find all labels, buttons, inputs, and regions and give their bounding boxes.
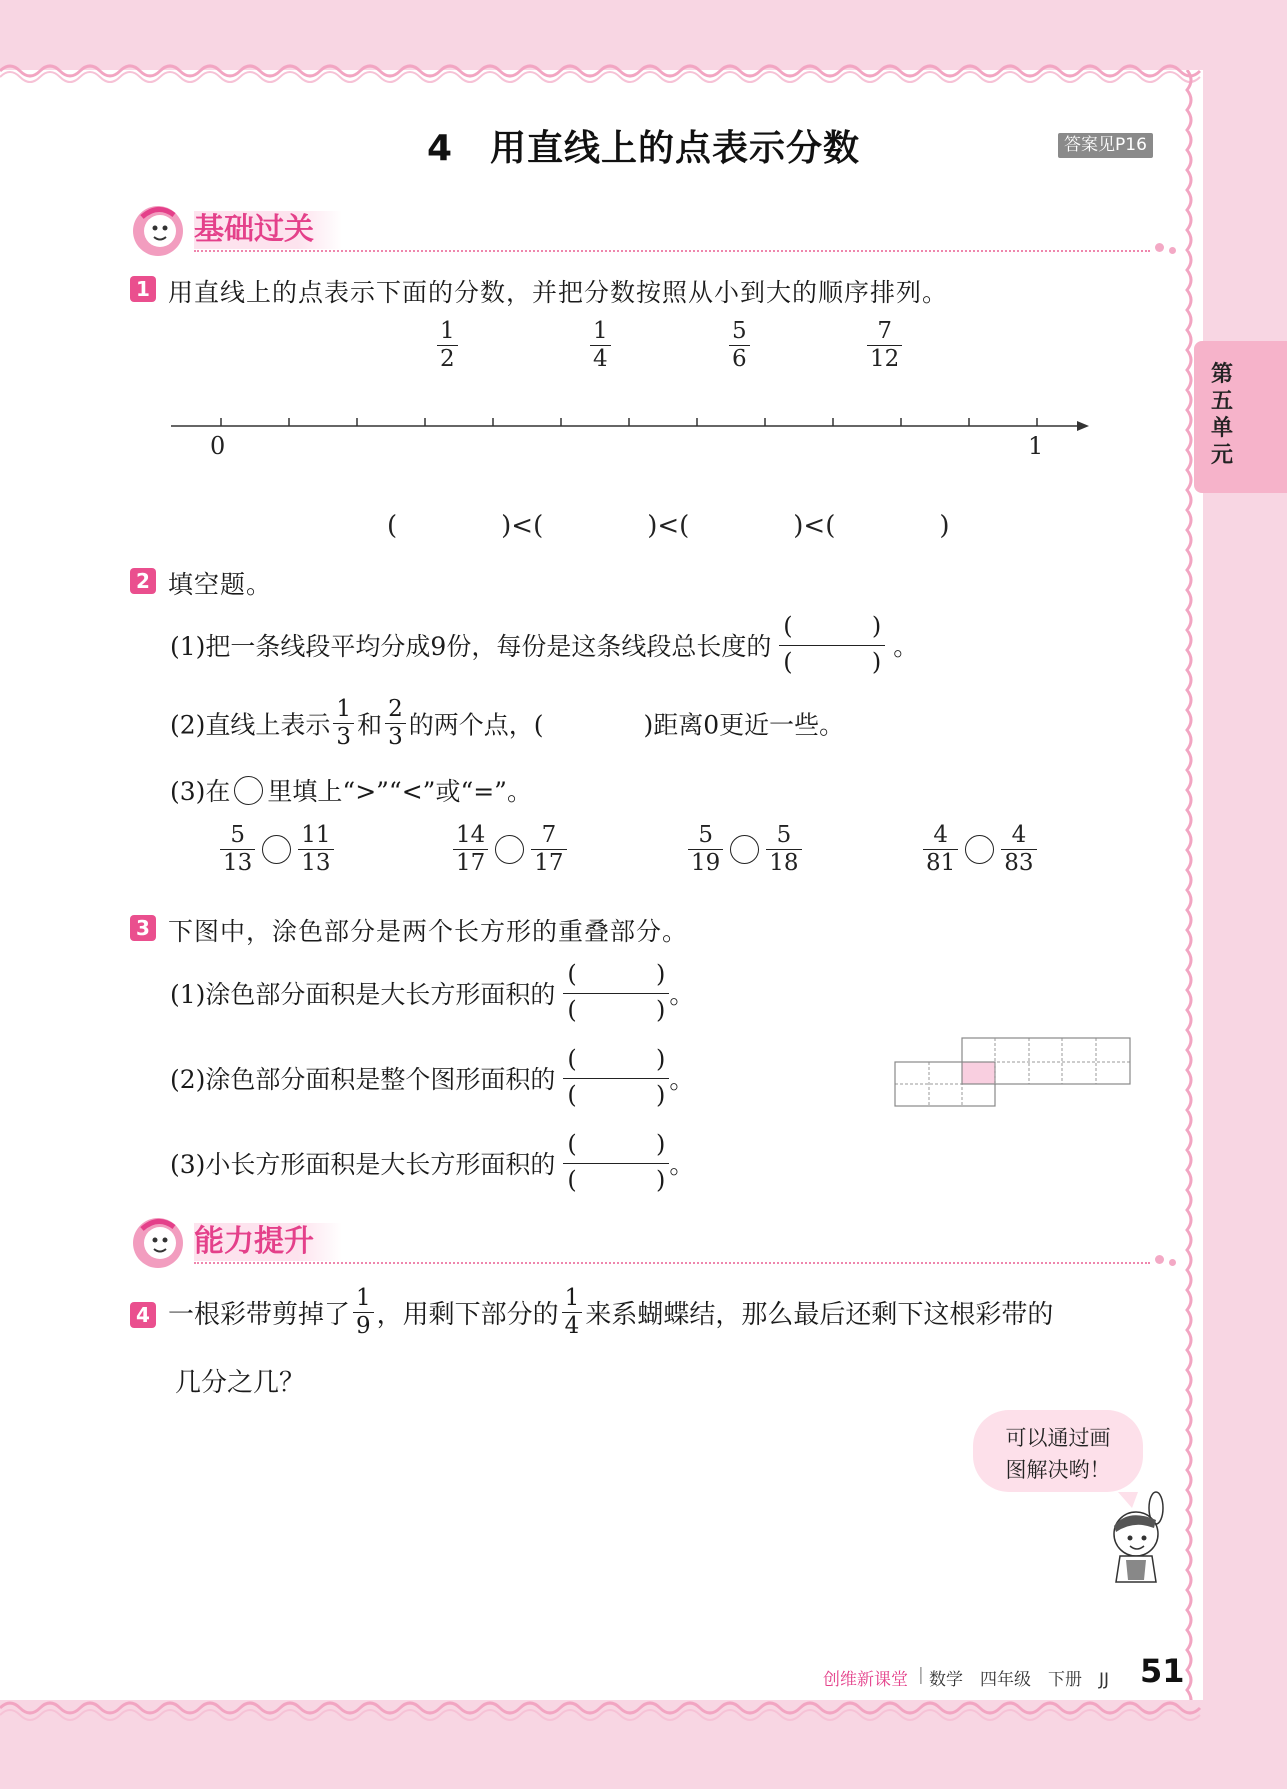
question-number-1: 1 — [130, 276, 156, 302]
page-number: 51 — [1140, 1652, 1185, 1690]
compare-circle-icon — [234, 776, 263, 805]
comparison-item: $\frac{4}{81}$ $\frac{4}{83}$ — [920, 822, 1040, 877]
section-advanced-title: 能力提升 — [194, 1223, 342, 1261]
question-number-2: 2 — [130, 568, 156, 594]
right-wave-border — [1179, 70, 1203, 1700]
question-number-4: 4 — [130, 1302, 156, 1328]
question-3-text: 下图中，涂色部分是两个长方形的重叠部分。 — [168, 917, 689, 946]
question-1-text: 用直线上的点表示下面的分数，并把分数按照从小到大的顺序排列。 — [168, 278, 949, 307]
page-title: 4 用直线上的点表示分数 — [426, 128, 861, 169]
rabbit-mascot-icon — [1098, 1490, 1174, 1590]
hint-speech-bubble: 可以通过画 图解决哟！ — [973, 1410, 1143, 1492]
unit-tab-label: 第 五 单 元 — [1210, 362, 1233, 468]
q3-part2: (2)涂色部分面积是整个图形面积的 ( ) ( ) 。 — [170, 1043, 694, 1113]
compare-circle-input[interactable] — [965, 835, 994, 864]
section-basic-title: 基础过关 — [194, 211, 342, 249]
mascot-icon — [130, 203, 188, 259]
shaded-overlap-cell — [962, 1062, 995, 1084]
q2-part2: (2)直线上表示 $\frac{1}{3}$ 和 $\frac{2}{3}$ 的两个点，( )距离0更近一些。 — [170, 696, 845, 750]
q1-fraction: $\frac{5}{6}$ — [729, 318, 750, 373]
question-4-text: 一根彩带剪掉了 $\frac{1}{9}$ ，用剩下部分的 $\frac{1}{4}$ 来系蝴蝶结，那么最后还剩下这根彩带的 — [168, 1285, 1054, 1339]
number-line[interactable] — [165, 410, 1095, 440]
q3-part3: (3)小长方形面积是大长方形面积的 ( ) ( ) 。 — [170, 1128, 694, 1198]
unit-tab — [1194, 341, 1287, 493]
q2-part2-blank[interactable]: 的两个点，( )距离0更近一些。 — [408, 710, 845, 740]
question-4-text-line2: 几分之几？ — [175, 1368, 306, 1398]
section-advanced-header — [130, 1215, 1180, 1271]
mascot-icon — [130, 1215, 188, 1271]
divider-dot — [1155, 243, 1164, 252]
section-basic-header — [130, 203, 1180, 259]
divider-dot — [1169, 1259, 1176, 1266]
overlap-rectangles-diagram — [890, 1034, 1136, 1112]
divider-dot — [1169, 247, 1176, 254]
answer-blank-fraction[interactable]: ( ) ( ) — [563, 1043, 669, 1113]
answer-blank-fraction[interactable]: ( ) ( ) — [779, 610, 885, 680]
compare-circle-input[interactable] — [262, 835, 291, 864]
top-wave-border — [0, 58, 1287, 84]
footer-info: 数学 四年级 下册 JJ — [929, 1670, 1110, 1690]
section-divider — [194, 250, 1150, 252]
q1-fraction: $\frac{7}{12}$ — [867, 318, 902, 373]
section-divider — [194, 1262, 1150, 1264]
comparison-item: $\frac{5}{19}$ $\frac{5}{18}$ — [685, 822, 805, 877]
q3-part1: (1)涂色部分面积是大长方形面积的 ( ) ( ) 。 — [170, 958, 694, 1028]
comparison-item: $\frac{5}{13}$ $\frac{11}{13}$ — [217, 822, 337, 877]
q1-fraction: $\frac{1}{4}$ — [590, 318, 611, 373]
q1-fraction: $\frac{1}{2}$ — [437, 318, 458, 373]
footer-separator: | — [918, 1665, 924, 1685]
q2-part3: (3)在 里填上“>”“<”或“=”。 — [170, 777, 532, 806]
divider-dot — [1155, 1255, 1164, 1264]
number-line-end-label: 1 — [1028, 432, 1044, 460]
question-number-3: 3 — [130, 915, 156, 941]
q2-part1: (1)把一条线段平均分成9份，每份是这条线段总长度的 ( ) ( ) 。 — [170, 610, 918, 680]
bottom-wave-border — [0, 1700, 1287, 1726]
order-answer-row[interactable]: ( )<( )<( )<( ) — [387, 511, 950, 541]
answer-ref-badge: 答案见P16 — [1058, 133, 1153, 158]
number-line-start-label: 0 — [210, 432, 226, 460]
question-2-text: 填空题。 — [168, 570, 273, 599]
footer-brand: 创维新课堂 — [823, 1670, 908, 1690]
comparison-item: $\frac{14}{17}$ $\frac{7}{17}$ — [450, 822, 570, 877]
compare-circle-input[interactable] — [495, 835, 524, 864]
answer-blank-fraction[interactable]: ( ) ( ) — [563, 1128, 669, 1198]
compare-circle-input[interactable] — [730, 835, 759, 864]
answer-blank-fraction[interactable]: ( ) ( ) — [563, 958, 669, 1028]
